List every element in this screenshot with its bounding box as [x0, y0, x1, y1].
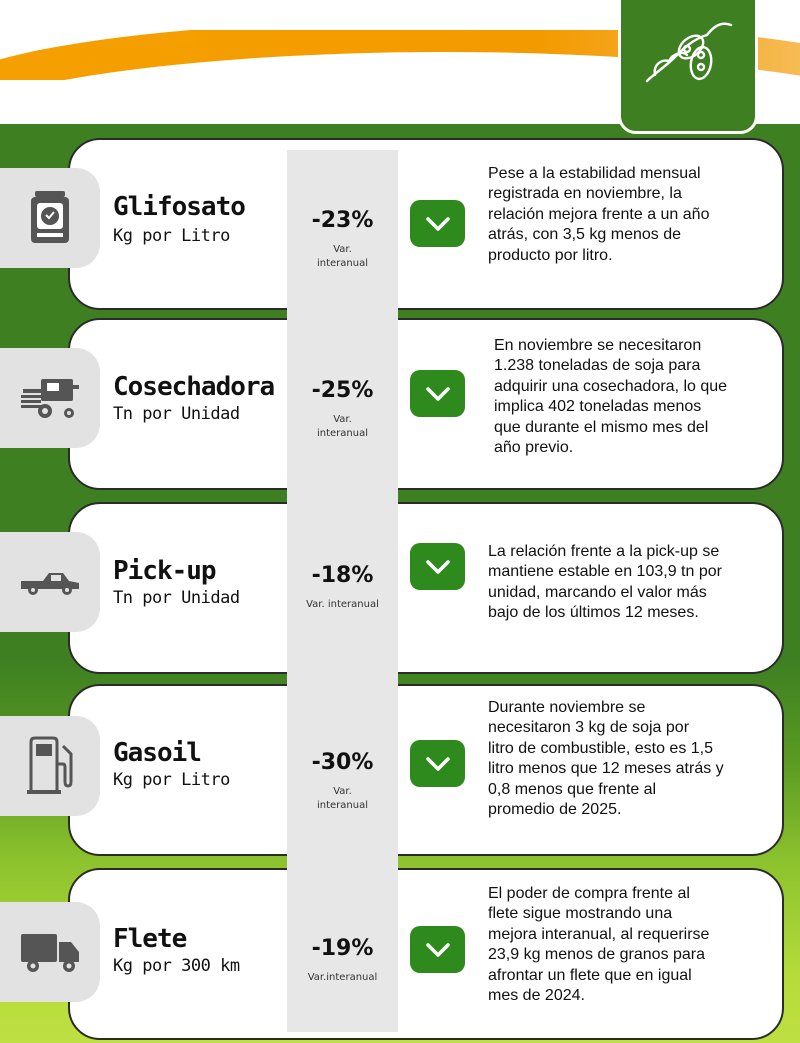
item-description: La relación frente a la pick-up se mantiene estable en 103,9 tn por unidad, marcando el valor más bajo de los últimos 12 meses.	[488, 543, 722, 622]
item-unit: Tn por Unidad	[113, 404, 240, 424]
item-percentage: -23%	[311, 208, 374, 233]
check-badge	[410, 200, 465, 247]
item-percentage: -30%	[311, 750, 374, 775]
item-var-label: Var. interanual	[316, 414, 368, 439]
header-tab	[618, 0, 758, 134]
check-badge	[410, 370, 465, 417]
item-unit: Kg por 300 km	[113, 956, 240, 976]
item-description: Pese a la estabilidad mensual registrada en noviembre, la relación mejora frente a un año atrás, con 3,5 kg menos de producto por litro.	[488, 165, 710, 264]
check-badge	[410, 543, 465, 590]
item-description: En noviembre se necesitaron 1.238 toneladas de soja para adquirir una cosechadora, lo que implica 402 toneladas menos que durante el mismo mes del año previo.	[494, 337, 728, 457]
herbicide-bag-icon	[27, 189, 73, 247]
item-percentage: -25%	[311, 378, 374, 403]
chevron-down-icon	[425, 385, 451, 403]
icon-box-pickup	[0, 532, 100, 632]
item-var-label: Var.interanual	[307, 972, 378, 983]
item-title: Cosechadora	[113, 372, 275, 402]
icon-box-flete	[0, 902, 100, 1002]
icon-box-cosechadora	[0, 348, 100, 448]
icon-box-gasoil	[0, 716, 100, 816]
item-unit: Kg por Litro	[113, 226, 230, 246]
item-var-label: Var. interanual	[306, 599, 379, 610]
icon-box-glifosato	[0, 168, 100, 268]
item-title: Glifosato	[113, 192, 245, 222]
item-var-label: Var. interanual	[316, 786, 368, 811]
item-title: Pick-up	[113, 556, 216, 586]
item-unit: Tn por Unidad	[113, 588, 240, 608]
item-title: Gasoil	[113, 738, 201, 768]
check-badge	[410, 926, 465, 973]
item-title: Flete	[113, 924, 187, 954]
harvester-icon	[19, 375, 81, 421]
chevron-down-icon	[425, 215, 451, 233]
pickup-truck-icon	[19, 567, 81, 597]
delivery-truck-icon	[19, 930, 81, 974]
fuel-pump-icon	[25, 736, 75, 796]
percentage-column	[287, 150, 398, 1032]
check-badge	[410, 740, 465, 787]
item-description: Durante noviembre se necesitaron 3 kg de soja por litro de combustible, esto es 1,5 litro menos que 12 meses atrás y 0,8 menos que frente al promedio de 2025.	[488, 699, 724, 819]
soybean-pod-icon	[643, 19, 733, 89]
chevron-down-icon	[425, 941, 451, 959]
item-unit: Kg por Litro	[113, 770, 230, 790]
item-var-label: Var. interanual	[316, 244, 368, 269]
item-description: El poder de compra frente al flete sigue mostrando una mejora interanual, al requerirse 23,9 kg menos de granos para afrontar un flete que en igual mes de 2024.	[488, 885, 710, 1005]
item-percentage: -19%	[311, 936, 374, 961]
item-percentage: -18%	[311, 563, 374, 588]
chevron-down-icon	[425, 558, 451, 576]
chevron-down-icon	[425, 755, 451, 773]
